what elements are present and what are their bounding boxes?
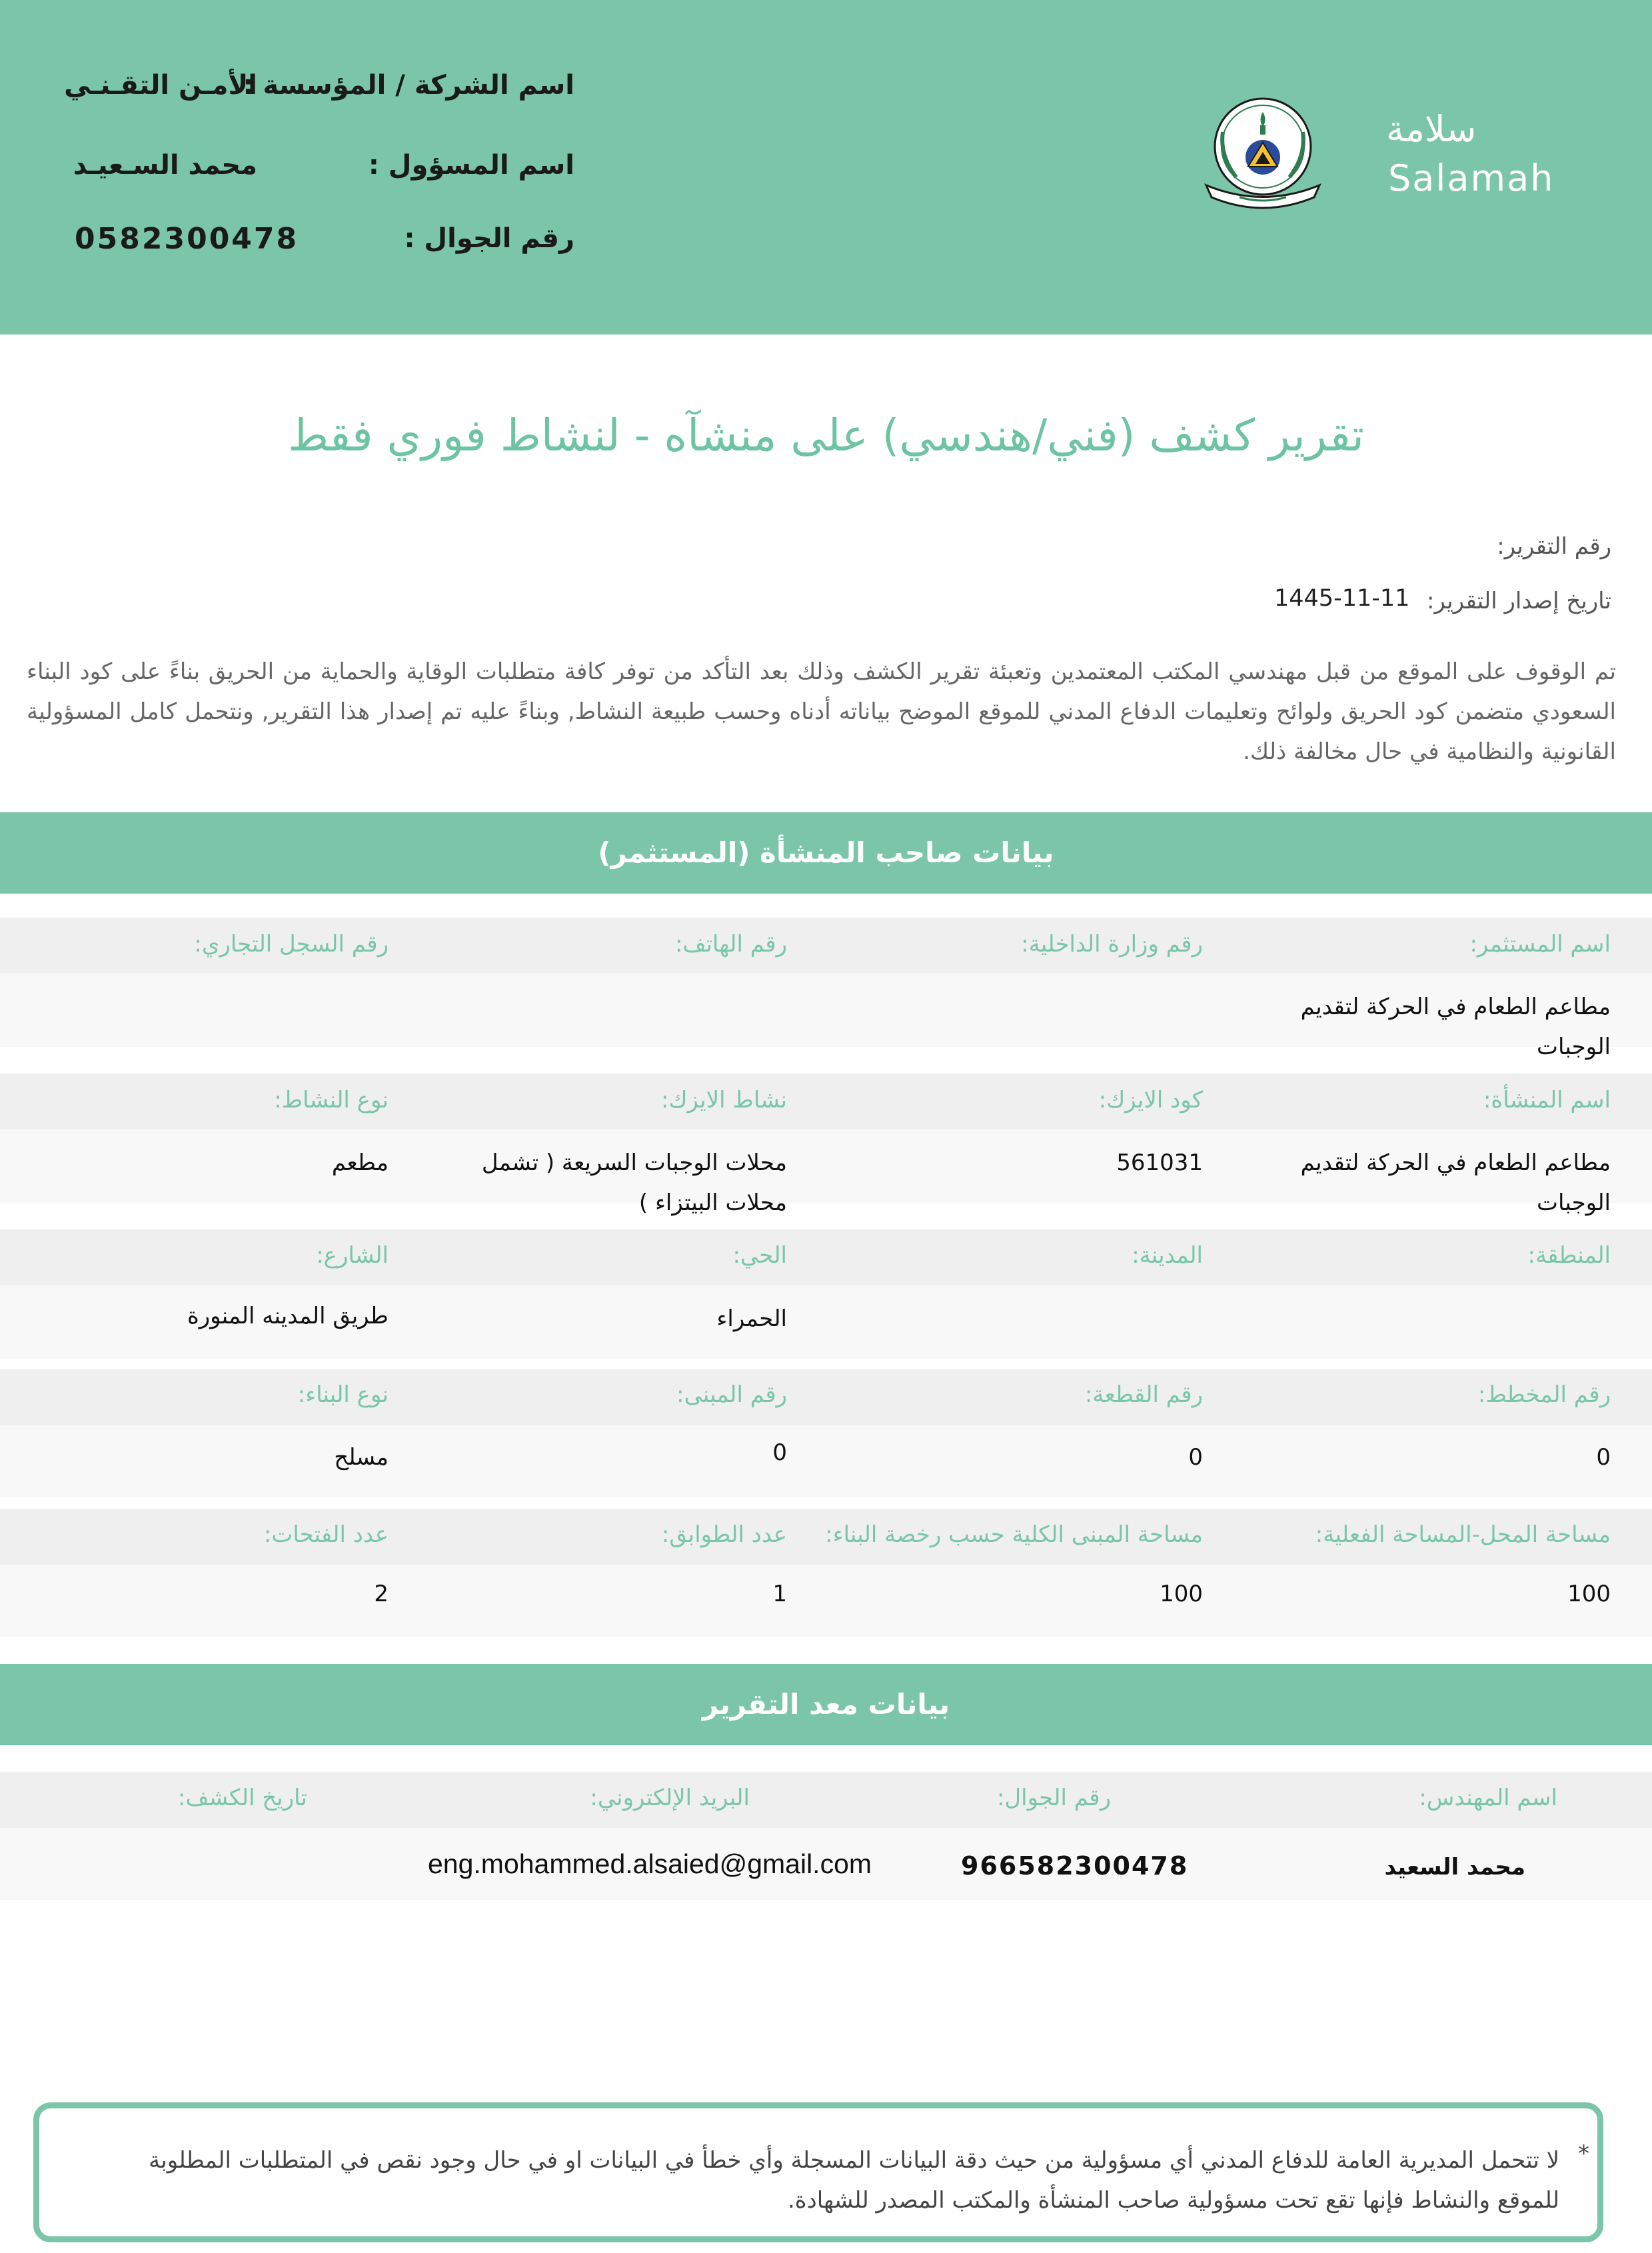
email-label: البريد الإلكتروني: [590,1785,750,1811]
construction-type-value: مسلح [334,1444,389,1471]
report-title: تقرير كشف (فني/هندسي) على منشآه - لنشاط فوري فقط [287,410,1364,461]
floors-count-label: عدد الطوابق: [661,1521,787,1548]
isic-activity-value: محلات الوجبات السريعة ( تشمل محلات البيتزاء ) [481,1149,787,1216]
plot-number-value: 0 [1188,1444,1203,1471]
company-value: الأمـن التقـنـي [64,70,257,101]
actual-area-value: 100 [1567,1581,1611,1607]
label-row [0,1229,1652,1285]
report-number-label: رقم التقرير: [1497,533,1611,560]
actual-area-label: مساحة المحل-المساحة الفعلية: [1315,1521,1611,1548]
activity-type-label: نوع النشاط: [274,1087,389,1114]
company-label: اسم الشركة / المؤسسة : [243,70,574,101]
isic-activity-label: نشاط الايزك: [661,1087,787,1114]
engineer-name-value: محمد السعيد [1384,1854,1525,1880]
district-value: الحمراء [716,1305,787,1332]
investor-name-value: مطاعم الطعام في الحركة لتقديم الوجبات [1300,994,1611,1060]
openings-count-label: عدد الفتحات: [263,1521,389,1548]
commercial-register-label: رقم السجل التجاري: [194,931,389,958]
intro-paragraph: تم الوقوف على الموقع من قبل مهندسي المكتب المعتمدين وتعبئة تقرير الكشف وذلك بعد التأكد من توفر كافة متطلبات الوقاية والحماية من الحريق بناءً على كود البناء السعودي متضمن كود الحريق ولوائح وتعليمات الدفاع المدني للموقع الموضح بياناته أدناه وحسب طبيعة النشاط, وبناءً عليه تم إصدار هذا التقرير, ونتحمل كامل المسؤولية القانونية والنظامية في حال مخالفة ذلك. [27,658,1616,765]
inspection-date-label: تاريخ الكشف: [177,1785,307,1811]
building-number-label: رقم المبنى: [676,1381,787,1408]
manager-label: اسم المسؤول : [368,150,574,181]
disclaimer-text: لا تتحمل المديرية العامة للدفاع المدني أي مسؤولية من حيث دقة البيانات المسجلة وأي خطأ في البيانات او في حال وجود نقص في المتطلبات المطلوبة للموقع والنشاط فإنها تقع تحت مسؤولية صاحب المنشأة والمكتب المصدر للشهادة. [149,2147,1559,2214]
building-number-value: 0 [772,1439,787,1466]
total-building-area-label: مساحة المبنى الكلية حسب رخصة البناء: [825,1521,1203,1548]
label-row [0,1074,1652,1129]
issue-date-label: تاريخ إصدار التقرير: [1427,588,1611,614]
isic-code-value: 561031 [1116,1149,1203,1176]
engineer-email-value: eng.mohammed.alsaied@gmail.com [428,1849,872,1879]
manager-value: محمد السـعيـد [73,150,257,181]
region-label: المنطقة: [1527,1242,1611,1269]
engineer-mobile-label: رقم الجوال: [996,1785,1111,1811]
facility-name-value: مطاعم الطعام في الحركة لتقديم الوجبات [1300,1149,1611,1216]
label-row [0,1369,1652,1425]
investor-name-label: اسم المستثمر: [1469,931,1611,958]
city-label: المدينة: [1132,1242,1203,1269]
owner-section-header: بيانات صاحب المنشأة (المستثمر) [0,812,1652,894]
plan-number-label: رقم المخطط: [1477,1381,1611,1408]
total-building-area-value: 100 [1160,1581,1203,1607]
floors-count-value: 1 [772,1581,787,1607]
plan-number-value: 0 [1596,1444,1611,1471]
brand-name-arabic: سلامة [1386,108,1477,150]
disclaimer-star: * [1578,2140,1589,2167]
plot-number-label: رقم القطعة: [1084,1381,1203,1408]
street-label: الشارع: [316,1242,389,1269]
engineer-mobile-value: 966582300478 [961,1851,1189,1880]
openings-count-value: 2 [374,1581,389,1607]
street-value: طريق المدينه المنورة [187,1303,389,1329]
district-label: الحي: [732,1242,787,1269]
brand-name-english: Salamah [1388,157,1555,199]
engineer-name-label: اسم المهندس: [1419,1785,1557,1811]
mobile-label: رقم الجوال : [404,223,574,254]
phone-label: رقم الهاتف: [674,931,787,958]
construction-type-label: نوع البناء: [297,1381,389,1408]
preparer-section-header: بيانات معد التقرير [0,1664,1652,1745]
activity-type-value: مطعم [331,1149,389,1176]
facility-name-label: اسم المنشأة: [1483,1087,1611,1114]
isic-code-label: كود الايزك: [1098,1087,1203,1114]
issue-date-value: 1445-11-11 [1274,585,1410,612]
interior-ministry-no-label: رقم وزارة الداخلية: [1021,931,1203,958]
civil-defense-emblem [1193,92,1333,212]
mobile-value: 0582300478 [75,222,299,256]
